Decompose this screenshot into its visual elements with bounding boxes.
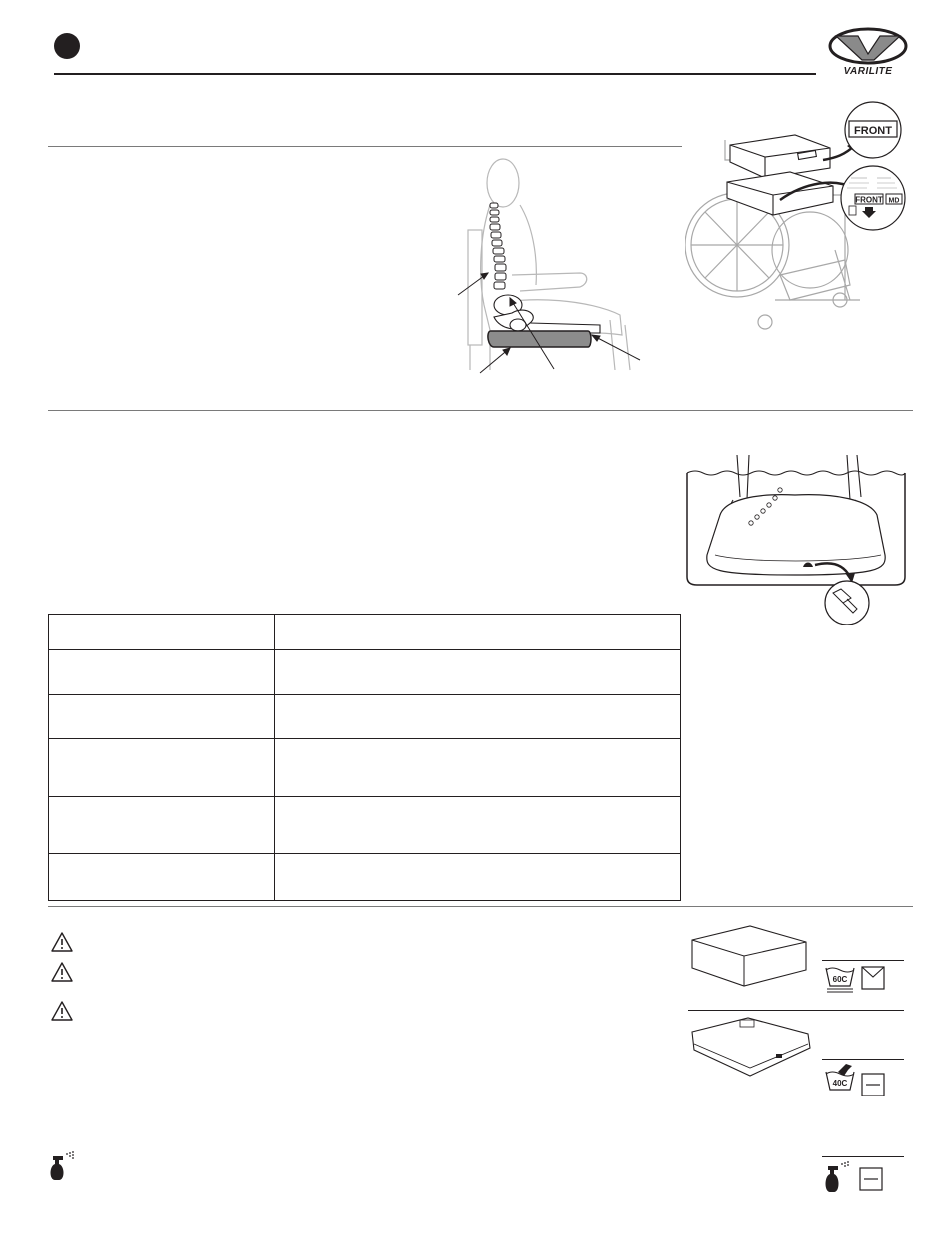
section-divider xyxy=(48,146,682,147)
wash-temp-label: 60C xyxy=(832,975,848,984)
warning-icon xyxy=(51,962,73,982)
care-divider xyxy=(822,960,904,961)
front-callout-label: FRONT xyxy=(854,125,892,137)
spray-clean-symbol-icon xyxy=(822,1160,892,1194)
brand-logo-text: VARILITE xyxy=(843,66,893,77)
table-cell xyxy=(275,796,681,853)
warning-icon xyxy=(51,1001,73,1021)
table-row xyxy=(49,615,681,650)
section-divider xyxy=(48,410,913,411)
table-cell xyxy=(49,853,275,900)
wash-symbol-icon xyxy=(824,964,894,994)
table-cell xyxy=(49,796,275,853)
table-cell xyxy=(275,853,681,900)
fit-table xyxy=(48,614,681,901)
cover-label-md: MD xyxy=(888,197,900,205)
submerged-cushion-illustration xyxy=(685,455,910,625)
cushion-insert-illustration xyxy=(688,1014,813,1084)
table-cell xyxy=(49,615,275,650)
spray-bottle-icon xyxy=(49,1150,77,1182)
section-number-badge xyxy=(54,33,80,59)
cover-label-front: FRONT xyxy=(855,195,883,205)
seated-posture-illustration xyxy=(450,155,655,380)
table-cell xyxy=(49,695,275,739)
care-divider xyxy=(688,1010,904,1011)
table-row xyxy=(49,739,681,796)
table-cell xyxy=(49,739,275,796)
care-divider xyxy=(822,1156,904,1157)
table-row xyxy=(49,796,681,853)
care-divider xyxy=(822,1059,904,1060)
table-cell xyxy=(275,695,681,739)
hand-wash-temp-label: 40C xyxy=(832,1079,848,1088)
table-row xyxy=(49,695,681,739)
hand-wash-symbol-icon xyxy=(824,1062,894,1096)
table-cell xyxy=(275,615,681,650)
table-cell xyxy=(275,739,681,796)
table-cell xyxy=(275,650,681,695)
cushion-cover-illustration xyxy=(688,920,808,990)
header-rule xyxy=(54,73,816,75)
wheelchair-cushion-illustration xyxy=(685,100,910,335)
table-row xyxy=(49,853,681,900)
section-divider xyxy=(48,906,913,907)
table-cell xyxy=(49,650,275,695)
warning-icon xyxy=(51,932,73,952)
table-row xyxy=(49,650,681,695)
